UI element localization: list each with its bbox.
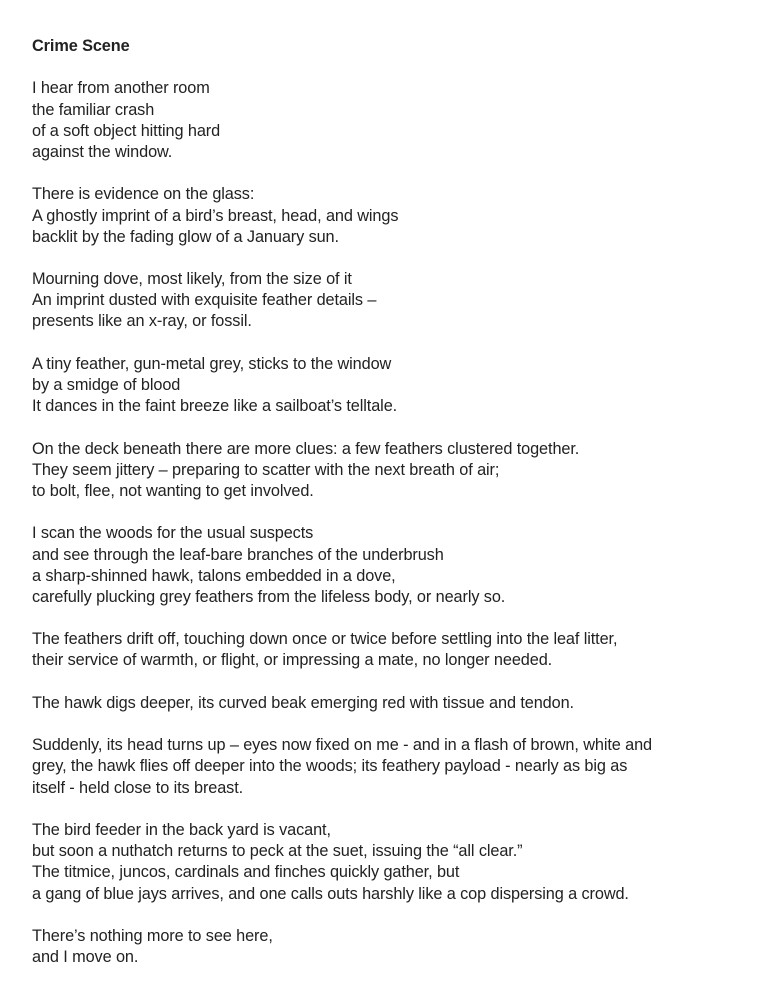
poem-line: backlit by the fading glow of a January sun.: [32, 227, 339, 246]
poem-line: but soon a nuthatch returns to peck at the suet, issuing the “all clear.”: [32, 842, 523, 861]
poem-document: [32, 36, 752, 989]
poem-line: against the window.: [32, 142, 173, 161]
poem-line: There’s nothing more to see here,: [32, 926, 273, 945]
poem-line: The hawk digs deeper, its curved beak emerging red with tissue and tendon.: [32, 693, 574, 712]
poem-line: Mourning dove, most likely, from the size of it: [32, 270, 352, 289]
stanza-9: [32, 735, 752, 799]
poem-line: The feathers drift off, touching down once or twice before settling into the leaf litter,: [32, 630, 618, 649]
poem-line: a sharp-shinned hawk, talons embedded in a dove,: [32, 566, 396, 585]
poem-line: A ghostly imprint of a bird’s breast, head, and wings: [32, 206, 399, 225]
poem-line: A tiny feather, gun-metal grey, sticks to the window: [32, 354, 392, 373]
poem-line: their service of warmth, or flight, or impressing a mate, no longer needed.: [32, 651, 553, 670]
stanza-11: [32, 926, 752, 968]
poem-line: to bolt, flee, not wanting to get involved.: [32, 481, 314, 500]
stanza-10: [32, 820, 752, 905]
poem-line: There is evidence on the glass:: [32, 185, 255, 204]
poem-line: The titmice, juncos, cardinals and finches quickly gather, but: [32, 863, 460, 882]
poem-line: the familiar crash: [32, 100, 155, 119]
poem-line: An imprint dusted with exquisite feather details –: [32, 291, 377, 310]
stanza-4: [32, 354, 752, 418]
poem-line: Suddenly, its head turns up – eyes now fixed on me - and in a flash of brown, white and: [32, 736, 653, 755]
poem-line: The bird feeder in the back yard is vacant,: [32, 820, 331, 839]
stanza-2: [32, 184, 752, 248]
poem-line: of a soft object hitting hard: [32, 121, 221, 140]
stanza-8: [32, 693, 752, 714]
poem-line: itself - held close to its breast.: [32, 778, 244, 797]
poem-line: a gang of blue jays arrives, and one calls outs harshly like a cop dispersing a crowd.: [32, 884, 629, 903]
poem-title: Crime Scene: [32, 37, 130, 55]
poem-line: carefully plucking grey feathers from the lifeless body, or nearly so.: [32, 587, 506, 606]
poem-line: grey, the hawk flies off deeper into the woods; its feathery payload - nearly as big as: [32, 757, 628, 776]
stanza-5: [32, 439, 752, 503]
stanza-3: [32, 269, 752, 333]
poem-line: It dances in the faint breeze like a sailboat’s telltale.: [32, 397, 398, 416]
poem-line: They seem jittery – preparing to scatter with the next breath of air;: [32, 460, 500, 479]
poem-line: I scan the woods for the usual suspects: [32, 524, 314, 543]
poem-line: presents like an x-ray, or fossil.: [32, 312, 252, 331]
stanza-7: [32, 629, 752, 671]
poem-line: and see through the leaf-bare branches of the underbrush: [32, 545, 444, 564]
poem-line: and I move on.: [32, 948, 139, 967]
stanza-6: [32, 523, 752, 608]
stanza-1: [32, 78, 752, 163]
poem-line: by a smidge of blood: [32, 376, 181, 394]
poem-line: I hear from another room: [32, 79, 210, 98]
poem-line: On the deck beneath there are more clues: a few feathers clustered together.: [32, 439, 580, 458]
